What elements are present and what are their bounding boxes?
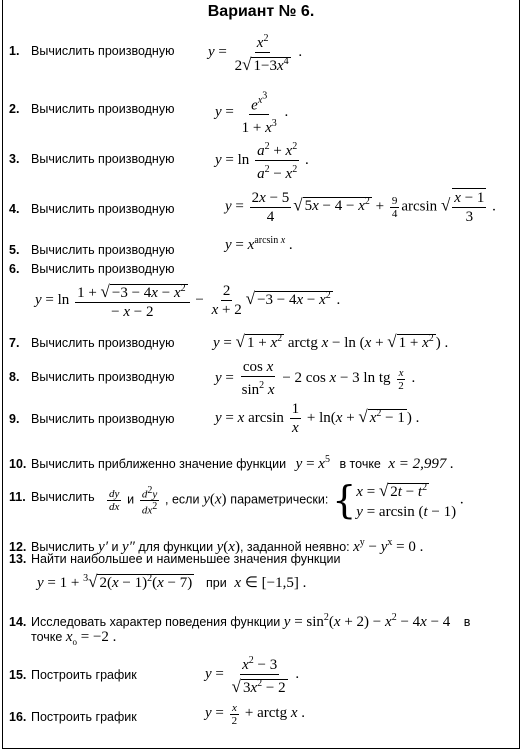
task-number: 9. [9, 412, 20, 426]
task-number: 4. [9, 202, 20, 216]
task-9 [9, 412, 174, 427]
task-text: Построить график [31, 668, 137, 682]
formula-11: $\frac{dy}{dx}$ и $\frac{d^2y}{dx^2}$ , если y(x) параметрически: { x = √ $2t - t^2$ y = arcsin (t − 1) . [109, 478, 464, 522]
formula-3: y = ln $\frac{a^2 + x^2}{a^2 - x^2}$ . [215, 138, 309, 183]
task-text: Вычислить производную [31, 152, 175, 166]
task-text: Построить график [31, 710, 137, 724]
formula-8: y = $\frac{\text{cos x}}{\sin^2 x}$ − 2 cos x − 3 ln tg $\frac{x}{2}$ . [215, 359, 416, 398]
formula-15: y = $\frac{x^2 - 3}{√ 3x^2 - 2}$ . [205, 652, 299, 697]
task-text: Вычислить [31, 540, 95, 554]
implicit-word: , заданной неявно: [239, 540, 350, 554]
task-5 [9, 243, 174, 258]
task-11 [9, 490, 95, 505]
task-14-line2: точке $x_o = -2$ . [31, 629, 117, 647]
task-number: 10. [9, 457, 27, 471]
task-number: 15. [9, 668, 27, 682]
task-8 [9, 370, 174, 385]
task-text: Найти наибольшее и наименьшее значения функции [31, 552, 341, 566]
task-text: Вычислить производную [31, 102, 175, 116]
task-number: 11. [9, 490, 26, 504]
task-text: Вычислить производную [31, 262, 175, 276]
formula-9: y = x arcsin $\frac{1}{x}$ + ln(x + √ $x^2 - 1$ ) . [215, 401, 420, 436]
task-3 [9, 152, 174, 167]
task-16 [9, 710, 137, 725]
task-1 [9, 44, 174, 59]
task-number: 6. [9, 262, 20, 276]
formula-7: y = √ $1 + x^2$ arctg x − ln (x + √ $1 + x^2$ ) . [213, 332, 449, 351]
on-word: при [205, 576, 227, 590]
task-10: 10. Вычислить приближенно значение функции $y = x^5$ в точке x = 2,997 . [9, 454, 454, 472]
task-number: 12. [9, 540, 27, 554]
task-text: Вычислить производную [31, 412, 175, 426]
task-number: 2. [9, 102, 20, 116]
task-text: Вычислить приближенно значение функции [31, 457, 287, 471]
task-13 [9, 552, 340, 567]
formula-4: y = $\frac{2x - 5}{4}$ √ $5x - 4 - x^2$ + $\frac{9}{4}$ arcsin √ $\frac{x - 1}{3}$ . [225, 189, 496, 225]
task-text: Исследовать характер поведения функции [31, 615, 281, 629]
task-15 [9, 668, 137, 683]
page-title: Вариант № 6. [207, 3, 315, 20]
task-text: Вычислить [31, 490, 95, 504]
and-word: и [111, 540, 119, 554]
formula-6: y = ln $\frac{1 + √ -3 - 4x - x^2}{- x - 2}$ − $\frac{2}{x + 2}$ √ $-3 - 4x - x^2$ . [35, 282, 341, 320]
worksheet [2, 0, 520, 749]
formula-1: y = $\frac{x^2}{2√ 1-3x^4}$ . [208, 30, 302, 75]
in-word: в [463, 615, 471, 629]
point-word: точке [31, 630, 63, 644]
task-text: Вычислить производную [31, 370, 175, 384]
task-4 [9, 202, 174, 217]
task-number: 14. [9, 615, 27, 629]
for-word: для функции [138, 540, 214, 554]
task-7 [9, 336, 174, 351]
task-6 [9, 262, 174, 277]
task-14: 14. Исследовать характер поведения функции $y = \sin^2(x + 2) - x^2 - 4x - 4$ в [9, 612, 471, 630]
task-2 [9, 102, 174, 117]
task-text: Вычислить производную [31, 336, 175, 350]
task-number: 13. [9, 552, 27, 566]
formula-13: y = 1 + $^3$√ $2(x - 1)^2(x - 7)$ при x ∈ [−1,5] . [37, 572, 307, 591]
task-number: 5. [9, 243, 20, 257]
if-word: , если [165, 492, 200, 507]
task-number: 8. [9, 370, 20, 384]
formula-16: y = $\frac{x}{2}$ + arctg x . [205, 702, 305, 727]
point-value: x = 2,997 . [388, 456, 454, 472]
param-word: параметрически: [230, 492, 329, 507]
task-text: Вычислить производную [31, 202, 175, 216]
task-number: 3. [9, 152, 20, 166]
formula-2: y = $\frac{e^{x^3}}{1 + x^3}$ . [215, 88, 288, 137]
task-number: 1. [9, 44, 20, 58]
task-text: Вычислить производную [31, 44, 175, 58]
task-number: 16. [9, 710, 27, 724]
task-text: Вычислить производную [31, 243, 175, 257]
task-12: 12. Вычислить y′ и y″ для функции y(x), заданной неявно: $x^y - y^x = 0$ . [9, 537, 424, 555]
point-label: в точке [339, 457, 381, 471]
and-word: и [127, 492, 135, 507]
formula-5: $y = x^{arcsin x}$ . [225, 235, 293, 253]
task-number: 7. [9, 336, 20, 350]
